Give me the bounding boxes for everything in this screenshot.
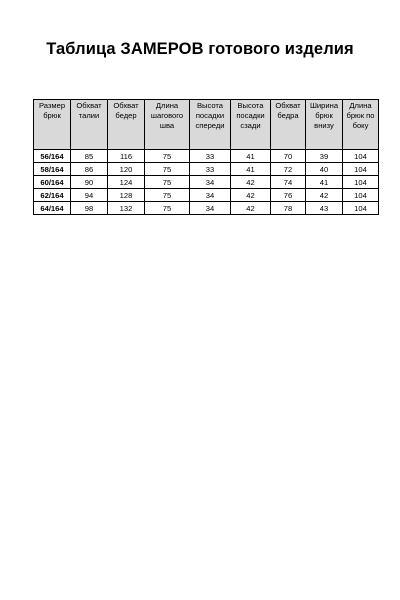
table-cell: 41 xyxy=(231,150,271,163)
size-cell: 56/164 xyxy=(34,150,71,163)
page-title: Таблица ЗАМЕРОВ готового изделия xyxy=(46,40,354,58)
header-back-rise: Высота посадки сзади xyxy=(231,100,271,150)
header-thigh-girth: Обхват бедра xyxy=(271,100,306,150)
table-cell: 33 xyxy=(190,150,231,163)
size-cell: 62/164 xyxy=(34,189,71,202)
table-cell: 33 xyxy=(190,163,231,176)
table-cell: 42 xyxy=(306,189,343,202)
table-cell: 104 xyxy=(343,202,379,215)
table-cell: 41 xyxy=(231,163,271,176)
table-cell: 75 xyxy=(145,202,190,215)
table-cell: 90 xyxy=(71,176,108,189)
table-cell: 104 xyxy=(343,176,379,189)
table-cell: 85 xyxy=(71,150,108,163)
table-cell: 72 xyxy=(271,163,306,176)
table-cell: 76 xyxy=(271,189,306,202)
table-cell: 94 xyxy=(71,189,108,202)
header-front-rise: Высота посадки спереди xyxy=(190,100,231,150)
table-cell: 128 xyxy=(108,189,145,202)
table-cell: 75 xyxy=(145,163,190,176)
size-cell: 64/164 xyxy=(34,202,71,215)
header-side-length: Длина брюк по боку xyxy=(343,100,379,150)
table-cell: 34 xyxy=(190,202,231,215)
header-hips-girth: Обхват бедер xyxy=(108,100,145,150)
table-cell: 42 xyxy=(231,202,271,215)
table-header-row xyxy=(34,100,379,150)
table-row xyxy=(34,202,379,215)
table-cell: 34 xyxy=(190,176,231,189)
table-cell: 42 xyxy=(231,176,271,189)
table-cell: 74 xyxy=(271,176,306,189)
table-cell: 104 xyxy=(343,189,379,202)
measurements-table xyxy=(33,99,379,215)
header-inseam-length: Длина шагового шва xyxy=(145,100,190,150)
header-trouser-size: Размер брюк xyxy=(34,100,71,150)
table-cell: 43 xyxy=(306,202,343,215)
table-cell: 40 xyxy=(306,163,343,176)
table-cell: 104 xyxy=(343,150,379,163)
table-cell: 124 xyxy=(108,176,145,189)
table-cell: 98 xyxy=(71,202,108,215)
table-row xyxy=(34,150,379,163)
table-cell: 70 xyxy=(271,150,306,163)
table-cell: 78 xyxy=(271,202,306,215)
table-cell: 86 xyxy=(71,163,108,176)
table-cell: 75 xyxy=(145,189,190,202)
table-cell: 120 xyxy=(108,163,145,176)
table-row xyxy=(34,163,379,176)
table-cell: 104 xyxy=(343,163,379,176)
header-hem-width: Ширина брюк внизу xyxy=(306,100,343,150)
table-cell: 39 xyxy=(306,150,343,163)
size-cell: 58/164 xyxy=(34,163,71,176)
size-cell: 60/164 xyxy=(34,176,71,189)
table-row xyxy=(34,189,379,202)
measurements-table-container xyxy=(33,99,379,215)
table-cell: 34 xyxy=(190,189,231,202)
table-cell: 75 xyxy=(145,150,190,163)
table-row xyxy=(34,176,379,189)
table-cell: 41 xyxy=(306,176,343,189)
table-cell: 116 xyxy=(108,150,145,163)
header-waist-girth: Обхват талии xyxy=(71,100,108,150)
table-cell: 42 xyxy=(231,189,271,202)
table-cell: 75 xyxy=(145,176,190,189)
table-cell: 132 xyxy=(108,202,145,215)
